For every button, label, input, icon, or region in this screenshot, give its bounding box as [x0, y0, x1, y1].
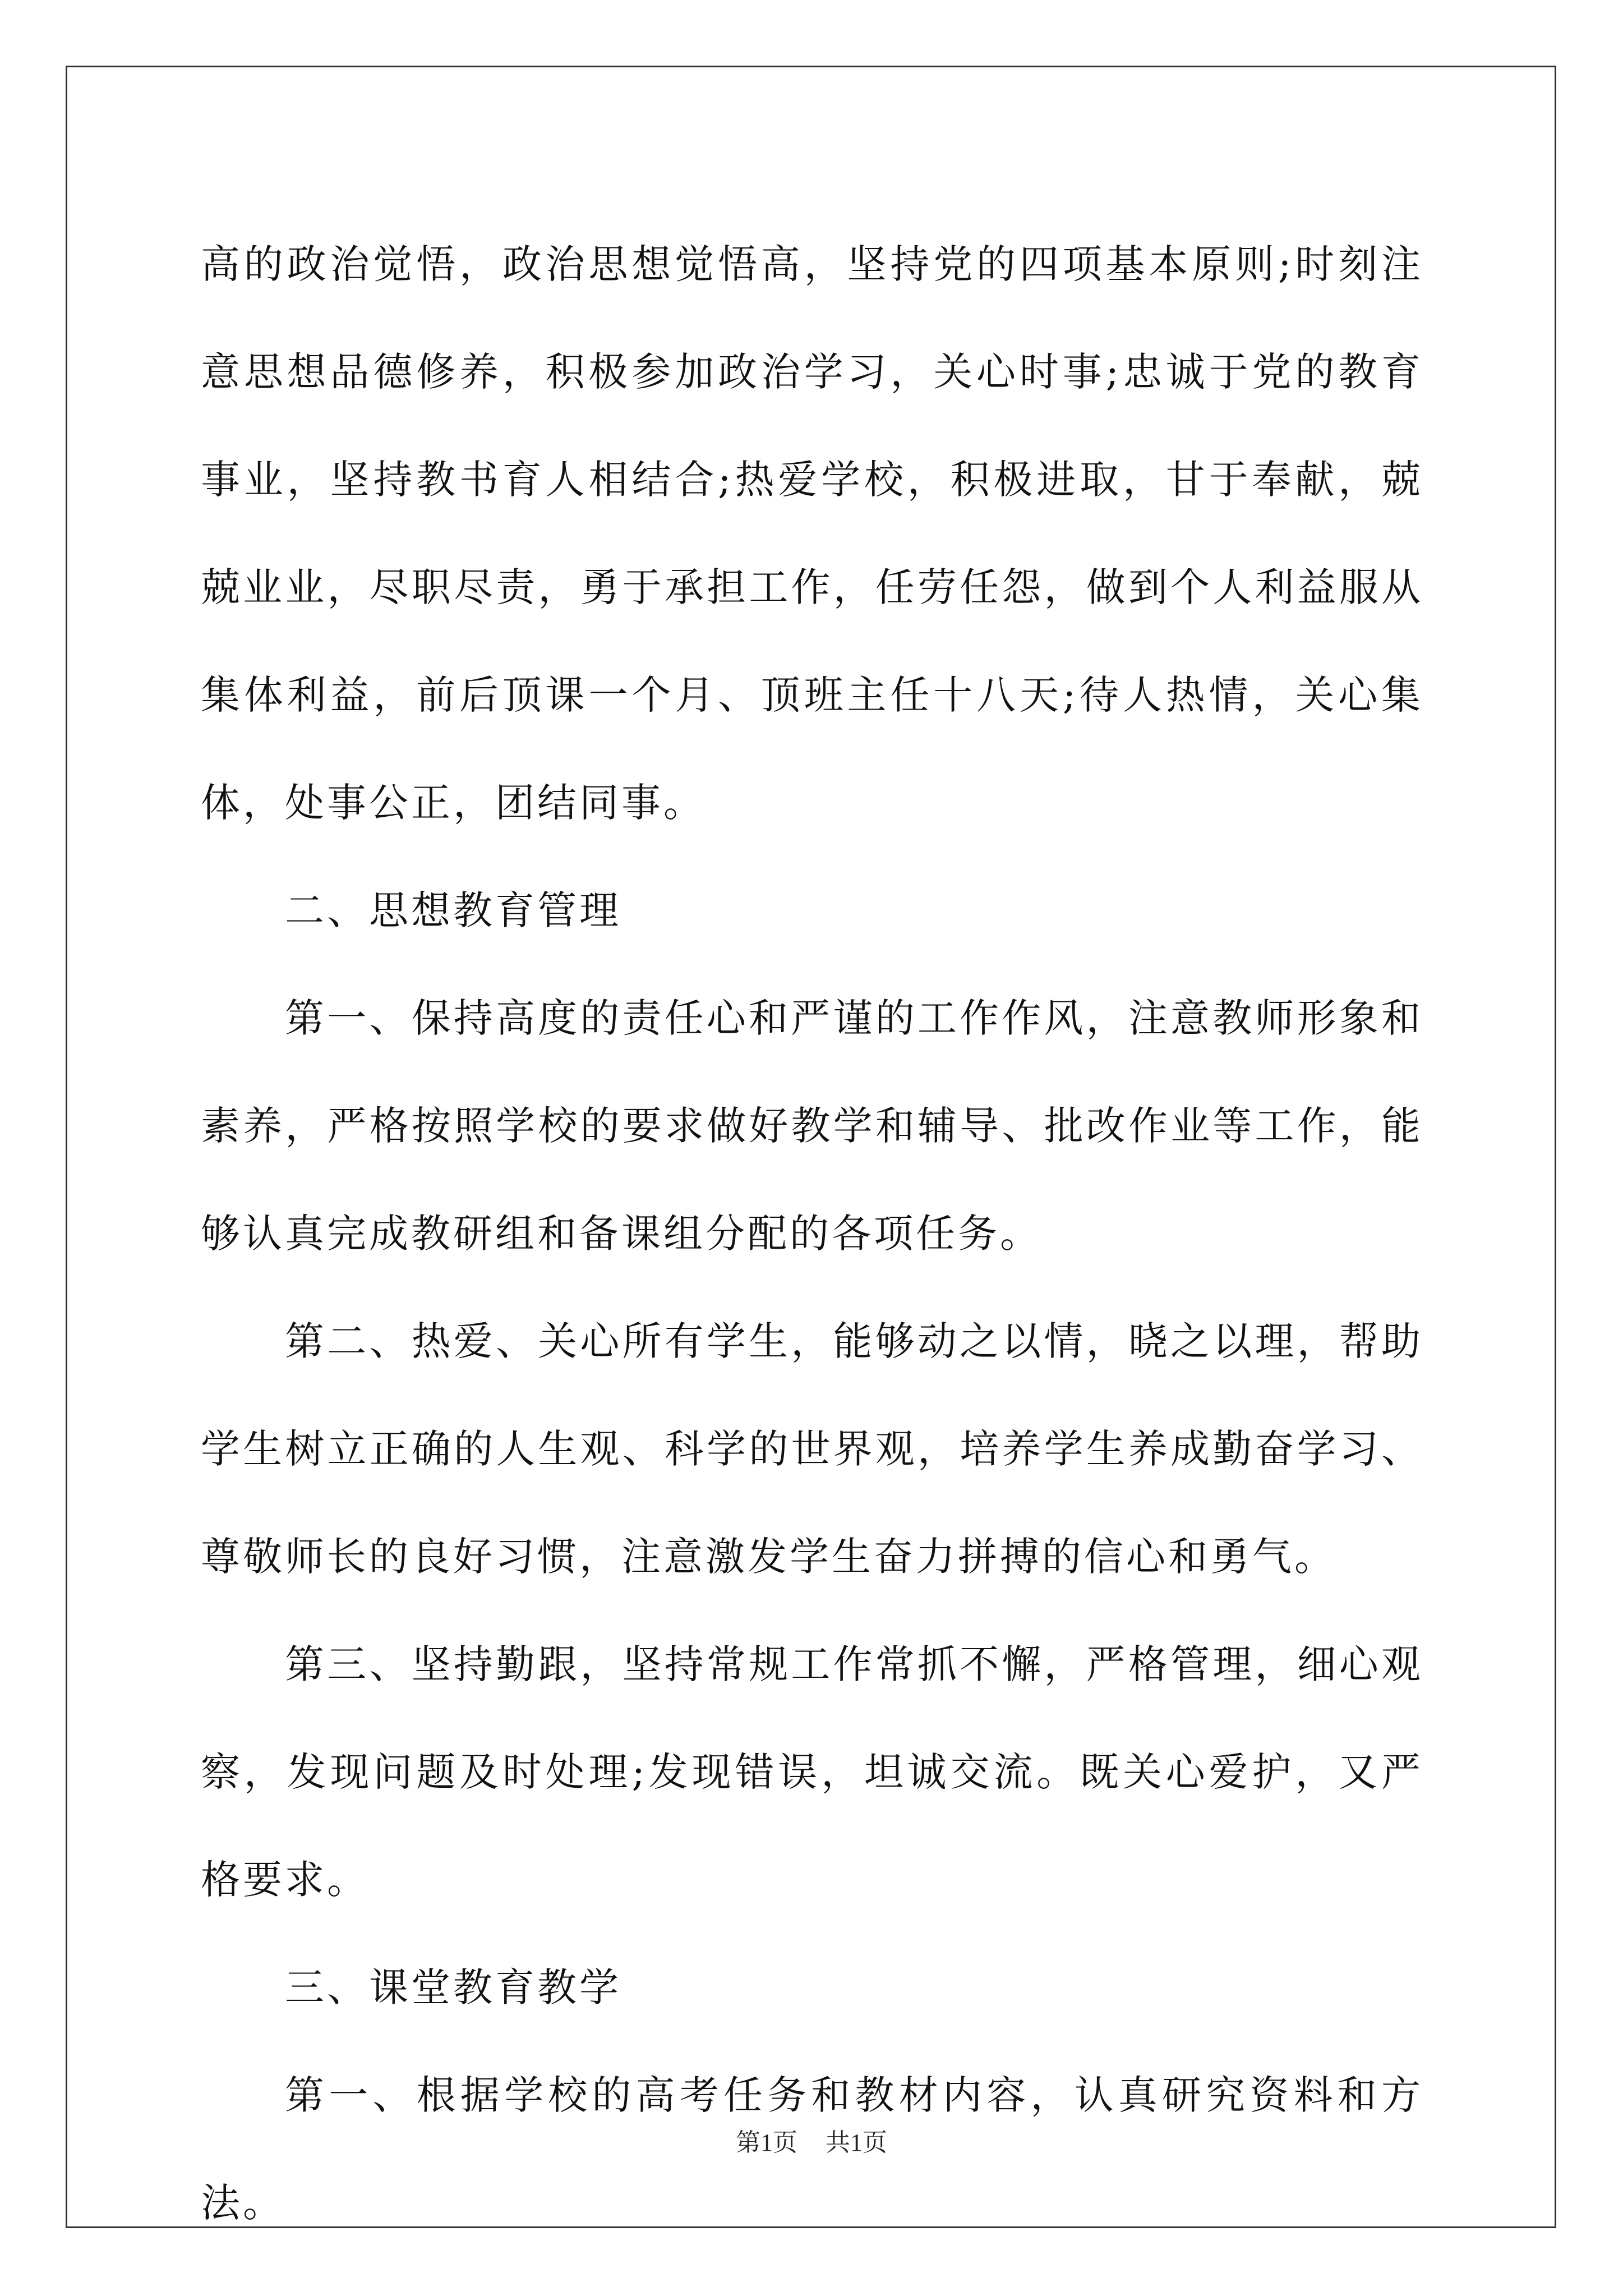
page-total: 共1页	[826, 2129, 887, 2156]
paragraph-second-caring-students: 第二、热爱、关心所有学生，能够动之以情，晓之以理，帮助学生树立正确的人生观、科学的世界观，培养学生养成勤奋学习、尊敬师长的良好习惯，注意激发学生奋力拼搏的信心和勇气。	[201, 1318, 1423, 1580]
page-footer	[0, 2126, 1623, 2160]
section-heading-classroom-teaching: 三、课堂教育教学	[285, 1964, 621, 2010]
document-body	[201, 210, 1423, 2257]
paragraph-first-research: 第一、根据学校的高考任务和教材内容，认真研究资料和方法。	[201, 2072, 1423, 2226]
section-heading-ideological-education: 二、思想教育管理	[285, 887, 621, 933]
page-number: 第1页	[736, 2129, 797, 2156]
paragraph-political-conduct: 高的政治觉悟，政治思想觉悟高，坚持党的四项基本原则;时刻注意思想品德修养，积极参加政治学习，关心时事;忠诚于党的教育事业，坚持教书育人相结合;热爱学校，积极进取，甘于奉献，兢兢业业，尽职尽责，勇于承担工作，任劳任怨，做到个人利益服从集体利益，前后顶课一个月、顶班主任十八天;待人热情，关心集体，处事公正，团结同事。	[201, 241, 1423, 826]
paragraph-first-responsibility: 第一、保持高度的责任心和严谨的工作作风，注意教师形象和素养，严格按照学校的要求做好教学和辅导、批改作业等工作，能够认真完成教研组和备课组分配的各项任务。	[201, 995, 1423, 1257]
paragraph-third-diligence: 第三、坚持勤跟，坚持常规工作常抓不懈，严格管理，细心观察，发现问题及时处理;发现错误，坦诚交流。既关心爱护，又严格要求。	[201, 1641, 1423, 1903]
